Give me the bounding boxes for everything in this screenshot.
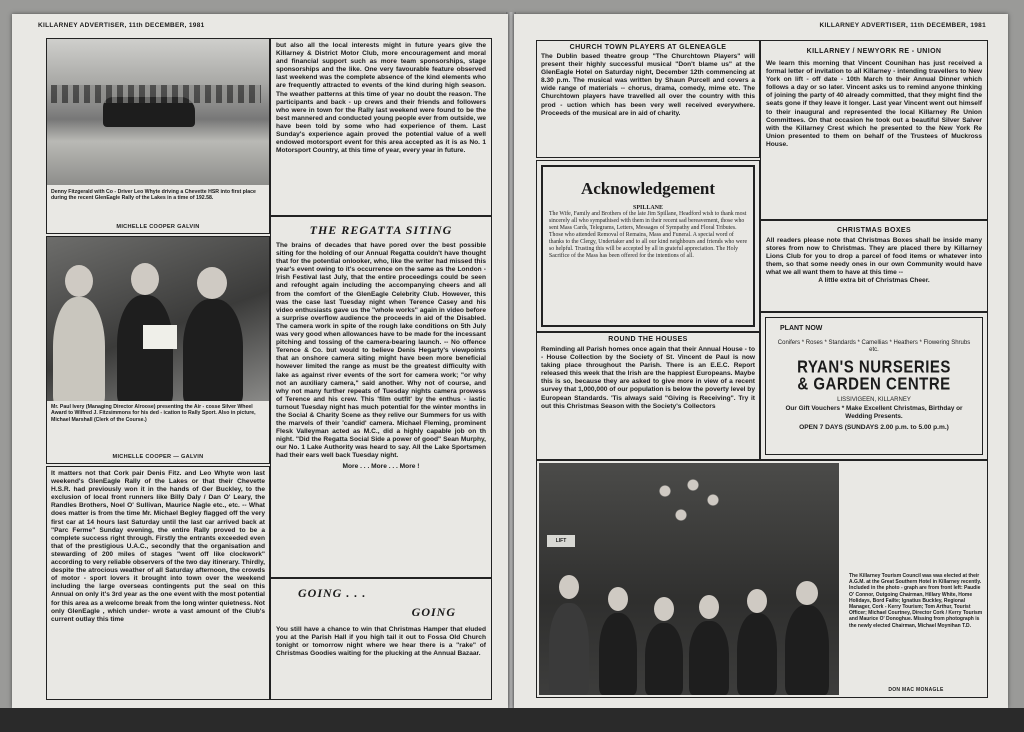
acknowledgement-name: SPILLANE — [632, 205, 663, 211]
nursery-ad-plant-list: Conifers * Roses * Standards * Camellias * Heathers * Flowering Shrubs etc. — [777, 340, 971, 353]
regatta-title: THE REGATTA SITING — [309, 223, 453, 237]
nursery-ad-gift: Our Gift Vouchers * Make Excellent Christmas, Birthday or Wedding Presents. — [785, 405, 963, 420]
award-photo-box — [46, 236, 270, 464]
tourism-council-box — [536, 460, 988, 698]
spectator-crowd — [51, 85, 261, 103]
newyork-reunion-title: KILLARNEY / NEWYORK RE - UNION — [806, 48, 942, 55]
rally-car-photo — [47, 39, 269, 185]
tourism-council-credit: DON MAC MONAGLE — [888, 687, 944, 693]
award-certificate — [143, 325, 177, 349]
christmas-boxes-title: CHRISTMAS BOXES — [836, 227, 912, 234]
nursery-ad-location: LISSIVIGEEN, KILLARNEY — [837, 397, 911, 403]
award-person-left — [53, 297, 105, 401]
rally-photo-credit: MICHELLE COOPER GALVIN — [116, 224, 200, 230]
acknowledgement-body: The Wife, Family and Brothers of the late Jim Spillane, Headford wish to thank most sincerely all who sympathised with them in their recent sad bereavement, those who sent Mass Cards, Telegrams, Letters, Messages of Sympathy and Floral Tributes. Those who attended Removal of Remains, Mass and Funeral. A special word of thanks to the Clergy, Undertaker and to all our kind neighbours and friends who were so helpful. Trusting this will be accepted by all in grateful appreciation. The Holy Sacrifice of the Mass has been offered for the intentions of all. — [549, 211, 748, 259]
newyork-reunion-body: We learn this morning that Vincent Counihan has just received a formal letter of invitation to all Killarney - intending travellers to New York on lift - off date - 10th March to their Annual Dinner which follows a day or so later. Vincent asks us to remind anyone thinking of joining the party of 40 already committed, that they might find the seats gone if they leave it longer. Last year Vincent went out himself to their inaugural and represented the local Killarney Re Union Committees. On that occasion he took out a beautiful Silver Salver with the Killarney Crest which he presented to the New York Re Union presented to them on behalf of the Trustees of Muckross House. — [766, 60, 982, 148]
right-page — [514, 14, 1008, 708]
left-page-header: KILLARNEY ADVERTISER, 11th DECEMBER, 1981 — [38, 22, 205, 29]
award-photo-credit: MICHELLE COOPER — GALVIN — [112, 454, 204, 460]
nursery-ad-name-line1: RYAN'S NURSERIES — [797, 357, 951, 378]
bottom-background — [0, 708, 1024, 732]
round-houses-box — [536, 332, 760, 460]
rally-article-box — [46, 466, 270, 700]
christmas-boxes-body: All readers please note that Christmas Boxes shall be inside many stores from now to Christmas. They are placed there by Killarney Lions Club for you to drop a parcel of food items or whatever into them, so that some needy ones in our own Community would have what we all want them to have at this time -- — [766, 237, 982, 277]
going-body: You still have a chance to win that Christmas Hamper that eluded you at the Parish Hall if you high tail it out to Fossa Old Church tonight or tomorrow night where we hear there is a "rake" of Christmas Goodies waiting for the plucking at the Annual Bazaar. — [276, 626, 486, 658]
going-box — [270, 578, 492, 700]
christmas-boxes-box — [760, 220, 988, 312]
back-row-faces — [649, 473, 729, 533]
tourism-council-caption: The Killarney Tourism Council was was elected at their A.G.M. at the Great Southern Hotel in Killarney recently. Included in the photo - graph are from front left: Paudie O' Connor, Outgoing Chairman, Hillary White, Home Holidays, Bord Failte; Ignatius Buckley, Regional Manager, Cork - Kerry Tourism; Tom Arthur, Tourist Officer; Michael Courtney, Director Cork / Kerry Tourism and Maurice O' Donoghue. Missing from photograph is the newly elected Chairman, Michael Moynihan T.D. — [849, 573, 983, 629]
nursery-ad-hours: OPEN 7 DAYS (SUNDAYS 2.00 p.m. to 5.00 p.m.) — [799, 424, 949, 431]
newyork-reunion-box — [760, 40, 988, 220]
round-houses-body: Reminding all Parish homes once again that their Annual House - to - House Collection by the Society of St. Vincent de Paul is now taking place throughout the Parish. There is an E.E.C. Report released this week that the Irish are the happiest Europeans. Maybe this is so, because they are asked to give more in view of a recent survey that 1,000,000 of our population is below the poverty level by European Standards. 'Tis always said "Giving is Receiving". Try it out this Christmas Season with the Society's Collectors — [541, 346, 755, 410]
regatta-more: More . . . More . . . More ! — [342, 462, 420, 470]
church-town-box — [536, 40, 760, 158]
rally-car-photo-box — [46, 38, 270, 234]
nursery-ad-name-line2: & GARDEN CENTRE — [797, 374, 951, 395]
going-title-first: GOING . . . — [298, 586, 367, 600]
motorsport-article-text: but also all the local interests might in future years give the Killarney & District Motor Club, more encouragement and moral and financial support such as more team sponsorships, stage sponsorships and the like. One very favourable feature observed last weekend was the complete absence of the kind elements who are frequently attracted to events of the kind during high season. The weather patterns at this time of year no doubt the reason. The participants and back - up crews and their friends and followers who were in town for the Rally last weekend were found to be the best mannered and conducted young people ever from outside, we have been told by some who had experience of them. Last Sunday's experience again proved the potential value of a well endowed motorsport event for this area accepted as it is as No. 1 Motorsport Country, at this time of year, every year in future. — [276, 42, 486, 155]
acknowledgement-inner-frame — [541, 165, 755, 327]
award-photo — [47, 237, 269, 401]
church-town-body: The Dublin based theatre group "The Churchtown Players" will present their highly successful musical "Don't blame us" at the GlenEagle Hotel on Saturday night, December 12th commencing at 8.30 p.m. The musical was written by Shaun Purcell and covers a wide range of materials -- chorus, drama, comedy, mime etc. The Churchtown players have travelled all over the country with this prod - uction which has been very well received everywhere. Proceeds of the musical are in aid of charity. — [541, 53, 755, 117]
right-page-header: KILLARNEY ADVERTISER, 11th DECEMBER, 1981 — [819, 22, 986, 29]
christmas-boxes-tail: A little extra bit of Christmas Cheer. — [818, 277, 930, 285]
acknowledgement-title: Acknowledgement — [580, 179, 716, 198]
lift-sign: LIFT — [547, 535, 575, 547]
motorsport-article-box — [270, 38, 492, 216]
round-houses-title: ROUND THE HOUSES — [608, 336, 688, 343]
rally-article-text: It matters not that Cork pair Denis Fitz. and Leo Whyte won last weekend's GlenEagle Rally of the Lakes or that their Chevette H.S.R. had previously won it in the hands of Ger Buckley, to the exclusion of local front runners like Billy Daly / Dan O' Leary, the Randles Brothers, Noel O' Sullivan, Maurice Nagle etc., etc. -- What does matter is from the time Mr. Michael Begley flagged off the very first car at 14 hours last Saturday until the last car arrived back at "Parc Ferme" Sunday evening, the entire Rally proved to be a complete success right through. Firstly the entrants exceeded even that of the prestigious U.A.C., secondly that the organisation and stewarding of 200 miles of stages "went off like clockwork" according to very reliable observers of the two day itinerary. Thirdly, despite the atrocious weather of all Saturday afternoon, the crowds of motor - sport lovers it brought into town over the weekend including the large overseas contingents put the seal on this Annual on only it's 3rd year as the one event with the most potential for this area as a welcome break from the long winter quietness. Not only GlenEagle , which under- wrote a vast amount of the Club's current outlay this time — [51, 470, 265, 623]
left-page — [12, 14, 508, 708]
regatta-box — [270, 216, 492, 578]
going-title-second: GOING — [411, 605, 456, 619]
rally-photo-caption: Denny Fitzgerald with Co - Driver Leo Whyte driving a Chevette HSR into first place during the recent GlenEagle Rally of the Lakes in a time of 192.58. — [51, 189, 256, 202]
award-photo-caption: Mr. Paul Ivery (Managing Director Alroose) presenting the Air - cosse Silver Wheel Award to Wilfred J. Fitzsimmons for his ded - ication to Rally Sport. Also in picture, Michael Marshall (Clerk of the Course.) — [51, 404, 256, 423]
nursery-ad-plant-now: PLANT NOW — [780, 325, 823, 332]
regatta-body: The brains of decades that have pored over the best possible siting for the holding of our Annual Regatta couldn't have thought that for the potential onlooker, who, like the writer had missed this year's event owing to it's occurrence on the same as the London - Irish Festival last July, that the entire proceedings could be seen and refought again including the accompanying cheers and all from the comfort of the GlenEagle Celebrity Club. However, this was the case last Tuesday night when Terence Casey and his video enthusiasts gave us the "whole works" again in video before a surprise overflow audience the proceeds in aid of the Disabled. The camera work in spite of the rough lake conditions on 5th July was very good when allowances have to be made for the incessant pitching and tossing of the camera-bearing launch. -- No offence Terence & Co. but would to believe Denis Hegarty's viewpoints that an onshore camera siting might have been more beneficial however limited the range as must be the greatest difficulty with lake as against river events of the sort for camera work; "or why not an auxiliary camera," said another. Why not of course, and why not many further repeats of Tuesday nights camera prowess of Terence and his crew. This 'film outfit' by the enthus - iastic turnout Tuesday night has much potential for the winter months in the Social & Charity Scene as they relive our Summers for us with the marvels of their 'candid' camera. Michael Fleming, prominent Flesk Valleyman acted as M.C., did a highly capable job on th night. "Did the Regatta Social Side a power of good" Sean Murphy, our No. 1 Lake Authority was heard to say. All the Lake Sportsmen had their ears well back Tuesday night. — [276, 242, 486, 460]
nursery-ad-box — [760, 312, 988, 460]
tourism-council-photo — [539, 463, 839, 695]
church-town-title: CHURCH TOWN PLAYERS AT GLENEAGLE — [569, 44, 727, 51]
acknowledgement-box — [536, 160, 760, 332]
award-person-right — [183, 299, 243, 401]
nursery-ad-frame — [765, 317, 983, 455]
